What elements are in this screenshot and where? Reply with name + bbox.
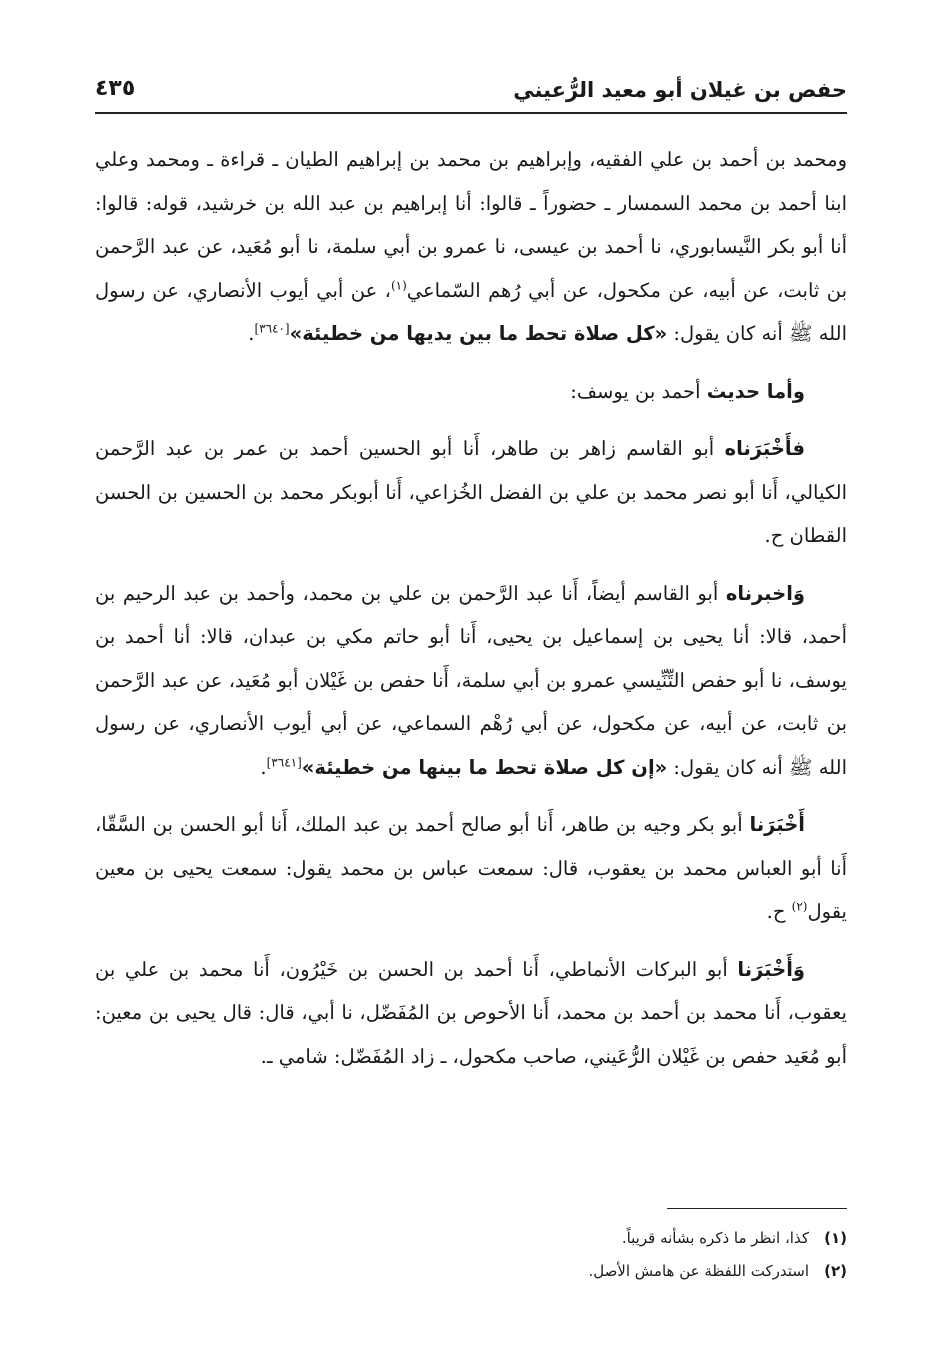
footnote-2-text: استدركت اللفظة عن هامش الأصل.	[588, 1262, 809, 1280]
page-header	[95, 72, 847, 114]
footnotes	[95, 1222, 847, 1288]
footnote-1	[95, 1222, 847, 1255]
main-text	[95, 138, 847, 1078]
paragraph-1-continuation: ، عن أبي أيوب الأنصاري، عن رسول الله ﷺ أنه كان يقول:	[95, 278, 847, 345]
footnote-marker-2: (٢)	[791, 899, 808, 914]
narration-keyword-6: وَأَخْبَرَنا	[737, 957, 805, 981]
hadith-text-1: «كل صلاة تحط ما بين يديها من خطيئة»	[289, 322, 668, 345]
narration-keyword-5: أَخْبَرَنا	[749, 813, 805, 836]
footnote-2-number: (٢)	[824, 1262, 847, 1280]
paragraph-4-end: .	[260, 755, 267, 779]
narration-keyword-2: وأما حديث	[706, 379, 805, 403]
narration-keyword-3: فأَخْبَرَناه	[724, 437, 805, 460]
footnote-marker-1: (١)	[390, 278, 407, 292]
paragraph-6-text: أبو البركات الأنماطي، أَنا أحمد بن الحسن بن خَيْرُون، أَنا محمد بن علي بن يعقوب، أَنا محمد بن أحمد بن محمد، أَنا الأحوص بن المُفَضّل، نا أبي، قال: قال يحيى بن معين: أبو مُعَيد حفص بن غَيْلان الرُّعَيني، صاحب مكحول، ـ زاد المُفَضّل: شامي ـ.	[95, 957, 847, 1068]
hadith-reference-1: [٣٦٤٠]	[254, 321, 290, 336]
paragraph-1	[95, 138, 847, 356]
paragraph-4-text: أبو القاسم أيضاً، أَنا عبد الرَّحمن بن علي بن محمد، وأحمد بن عبد الرحيم بن أحمد، قالا: أنا يحيى بن إسماعيل بن يحيى، أَنا أبو حاتم مكي بن عبدان، قالا: أنا أحمد بن يوسف، نا أبو حفص التِّنِّيسي عمرو بن أبي سلمة، أَنا حفص بن غَيْلان أبو مُعَيد، عن عبد الرَّحمن بن ثابت، عن أبيه، عن مكحول، عن أبي رُهْم السماعي، عن أبي أيوب الأنصاري، عن رسول الله ﷺ أنه كان يقول:	[95, 581, 847, 779]
paragraph-6	[95, 948, 847, 1079]
running-title: حفص بن غيلان أبو معيد الرُّعيني	[513, 78, 847, 102]
footnote-1-text: كذا، انظر ما ذكره بشأنه قريباً.	[621, 1229, 809, 1247]
footnote-2	[95, 1255, 847, 1288]
footnote-1-number: (١)	[824, 1229, 847, 1247]
paragraph-2	[95, 370, 847, 414]
paragraph-3-text: أبو القاسم زاهر بن طاهر، أَنا أبو الحسين أحمد بن عمر بن عبد الرَّحمن الكيالي، أَنا أبو نصر محمد بن علي بن الفضل الخُزاعي، أَنا أبوبكر محمد بن الحسين بن الحسن القطان ح.	[95, 437, 847, 547]
paragraph-4	[95, 572, 847, 790]
paragraph-5	[95, 803, 847, 934]
paragraph-2-text: أحمد بن يوسف:	[570, 379, 707, 403]
footnote-separator	[667, 1208, 847, 1209]
hadith-reference-2: [٣٦٤١]	[266, 755, 302, 769]
paragraph-3	[95, 427, 847, 558]
paragraph-1-text: ومحمد بن أحمد بن علي الفقيه، وإبراهيم بن محمد بن إبراهيم الطيان ـ قراءة ـ ومحمد وعلي ابنا أحمد بن محمد السمسار ـ حضوراً ـ قالوا: أنا إبراهيم بن عبد الله بن خرشيد، قوله: قالوا: أنا أبو بكر النَّيسابوري، نا أحمد بن عيسى، نا عمرو بن أبي سلمة، نا أبو مُعَيد، عن عبد الرَّحمن بن ثابت، عن أبيه، عن مكحول، عن أبي رُهم السّماعي	[95, 148, 848, 302]
hadith-text-2: «إن كل صلاة تحط ما بينها من خطيئة»	[301, 755, 668, 779]
paragraph-5-text: أبو بكر وجيه بن طاهر، أَنا أبو صالح أحمد بن عبد الملك، أَنا أبو الحسن بن السَّقّا، أَنا أبو العباس محمد بن يعقوب، قال: سمعت عباس بن محمد يقول: سمعت يحيى بن معين يقول	[95, 813, 847, 923]
paragraph-5-end: ح.	[766, 900, 792, 923]
narration-keyword-4: وَاخبرناه	[725, 581, 805, 605]
page-number: ٤٣٥	[95, 76, 136, 101]
paragraph-1-end: .	[248, 322, 255, 345]
